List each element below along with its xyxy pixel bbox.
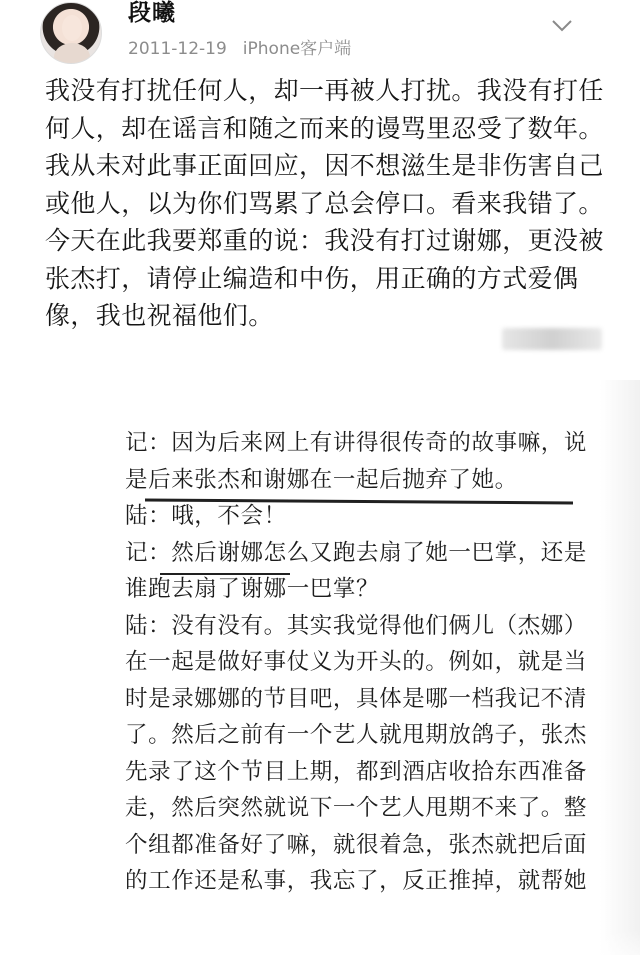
transcript-line: 陆：没有没有。其实我觉得他们俩儿（杰娜）在一起是做好事仗义为开头的。例如，就是当时是录娜娜的节目吧，具体是哪一档我记不清了。然后之前有一个艺人就甩期放鸽子，张杰先录了这个节目上期，都到酒店收拾东西准备走，然后突然就说下一个艺人甩期不来了。整个组都准备好了嘛，就很着急，张杰就把后面的工作还是私事，我忘了，反正推掉，就帮她 xyxy=(125,612,588,894)
section-gap xyxy=(0,372,640,420)
weibo-post-card xyxy=(0,0,640,372)
avatar[interactable] xyxy=(40,2,102,64)
post-meta xyxy=(128,34,351,59)
post-source: iPhone客户端 xyxy=(242,39,352,59)
transcript-line: 记：因为后来网上有讲得很传奇的故事嘛，说是后来张杰和谢娜在一起后抛弃了她。 xyxy=(125,430,588,493)
transcript-line: 陆：哦，不会！ xyxy=(125,503,287,529)
transcript-line: 记：然后谢娜怎么又跑去扇了她一巴掌，还是谁跑去扇了谢娜一巴掌？ xyxy=(125,539,588,602)
blurred-watermark xyxy=(502,328,602,350)
username[interactable]: 段曦 xyxy=(128,0,176,26)
post-date: 2011-12-19 xyxy=(128,39,227,59)
post-text: 我没有打扰任何人，却一再被人打扰。我没有打任何人，却在谣言和随之而来的谩骂里忍受了数年。我从未对此事正面回应，因不想滋生是非伤害自己或他人，以为你们骂累了总会停口。看来我错了。今天在此我要郑重的说：我没有打过谢娜，更没被张杰打，请停止编造和中伤，用正确的方式爱偶像，我也祝福他们。 xyxy=(45,76,604,330)
avatar-body xyxy=(54,43,90,64)
page-shadow xyxy=(600,380,640,955)
handdrawn-underline xyxy=(160,573,290,575)
chevron-down-icon[interactable] xyxy=(550,18,574,34)
interview-transcript xyxy=(125,425,595,900)
avatar-face xyxy=(62,15,82,41)
bottom-fade xyxy=(0,930,640,955)
